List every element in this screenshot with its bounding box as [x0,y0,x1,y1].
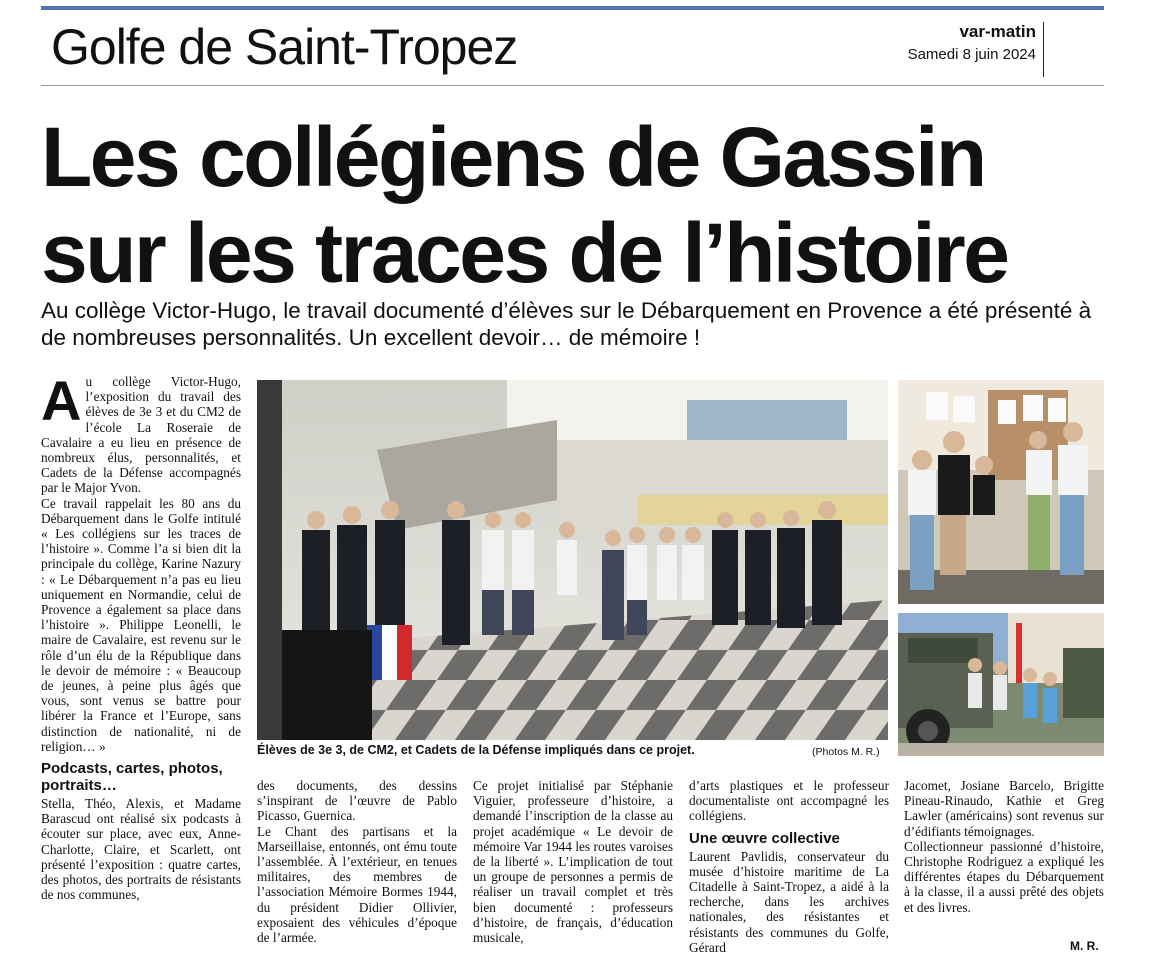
column-2 [257,778,457,945]
headline-line-2: sur les traces de l’histoire [41,206,1008,300]
vehicle-photo [898,613,1104,756]
section-title: Golfe de Saint-Tropez [51,19,518,75]
subhead-podcasts: Podcasts, cartes, photos, portraits… [41,760,223,795]
issue-date: Samedi 8 juin 2024 [907,46,1036,63]
col5-paragraph-2: Collectionneur passionné d’histoire, Christophe Rodriguez a expliqué les différentes étapes du Débarquement à la classe, il a aussi prêté des objets et des livres. [904,838,1104,915]
header-rule [41,85,1104,86]
column-5 [904,778,1104,915]
column-3 [473,778,673,945]
col3-paragraph-1: Ce projet initialisé par Stéphanie Viguier, professeure d’histoire, a demandé l’inscription de la classe au projet académique « Le devoir de mémoire Var 1944 les routes varoises de la liberté ». L’implication de tout un groupe de personnes a permis de réaliser un travail complet et très bien documenté : professeurs d’histoire, de français, d’éducation musicale, [473,778,673,946]
subhead-oeuvre: Une œuvre collective [689,829,840,847]
newspaper-brand: var-matin [959,22,1036,41]
col2-paragraph-2: Le Chant des partisans et la Marseillaise, entonnés, ont ému toute l’assemblée. À l’extérieur, en tenues militaires, des membres de l’association Mémoire Bormes 1944, du président Didier Ollivier, exposaient des véhicules d’époque de l’armée. [257,823,457,946]
headline-line-1: Les collégiens de Gassin [41,110,985,204]
col2-paragraph-1: des documents, des dessins s’inspirant de l’œuvre de Pablo Picasso, Guernica. [257,778,457,824]
col5-paragraph-1: Jacomet, Josiane Barcelo, Brigitte Pineau-Rinaudo, Kathie et Greg Lawler (américains) sont revenus sur d’édifiants témoignages. [904,778,1104,839]
exhibition-photo [898,380,1104,604]
photo-credit: (Photos M. R.) [812,746,880,758]
standfirst: Au collège Victor-Hugo, le travail documenté d’élèves sur le Débarquement en Provence a été présenté à de nombreuses personnalités. Un excellent devoir… de mémoire ! [41,298,1092,350]
column-1 [41,369,241,903]
col4-paragraph-2: Laurent Pavlidis, conservateur du musée d’histoire maritime de La Citadelle à Saint-Tropez, a aidé à la recherche, dans les archives nationales, des résistantes et résistants des communes du Golfe, Gérard [689,848,889,955]
author-signature: M. R. [1070,939,1099,953]
column-4 [689,778,889,955]
main-photo [257,380,888,740]
header-divider [1043,22,1044,77]
drop-cap: A [41,369,82,432]
headline [41,109,1101,301]
top-color-bar [41,6,1104,10]
col1-paragraph-1: u collège Victor-Hugo, l’exposition du travail des élèves de 3e 3 et du CM2 de l’école La Roseraie de Cavalaire a eu lieu en présence de nombreux élus, personnalités, et Cadets de la Défense accompagnés par le Major Yvon. [41,374,241,496]
col1-paragraph-3: Stella, Théo, Alexis, et Madame Barascud ont réalisé six podcasts à écouter sur place, avec eux, Anne-Charlotte, Claire, et Scarlett, ont présenté l’exposition : quatre cartes, des photos, des portraits de résistants de nos communes, [41,796,241,903]
col1-paragraph-2: Ce travail rappelait les 80 ans du Débarquement dans le Golfe intitulé « Les collégiens sur les traces de l’histoire ». Comme l’a si bien dit la principale du collège, Karine Nazury : « Le Débarquement n’a pas eu lieu uniquement en Normandie, celui de Provence a également sa place dans l’histoire ». Philippe Leonelli, le maire de Cavalaire, est revenu sur le rôle d’un élu de la République dans le devoir de mémoire : « Beaucoup de jeunes, à peine plus âgés que vous, sont venus se battre pour libérer la France et l’Europe, sans distinction de nationalité, ni de religion… » [41,495,241,754]
photo-caption: Élèves de 3e 3, de CM2, et Cadets de la Défense impliqués dans ce projet. [257,743,695,757]
col4-paragraph-1: d’arts plastiques et le professeur documentaliste ont accompagné les collégiens. [689,778,889,824]
